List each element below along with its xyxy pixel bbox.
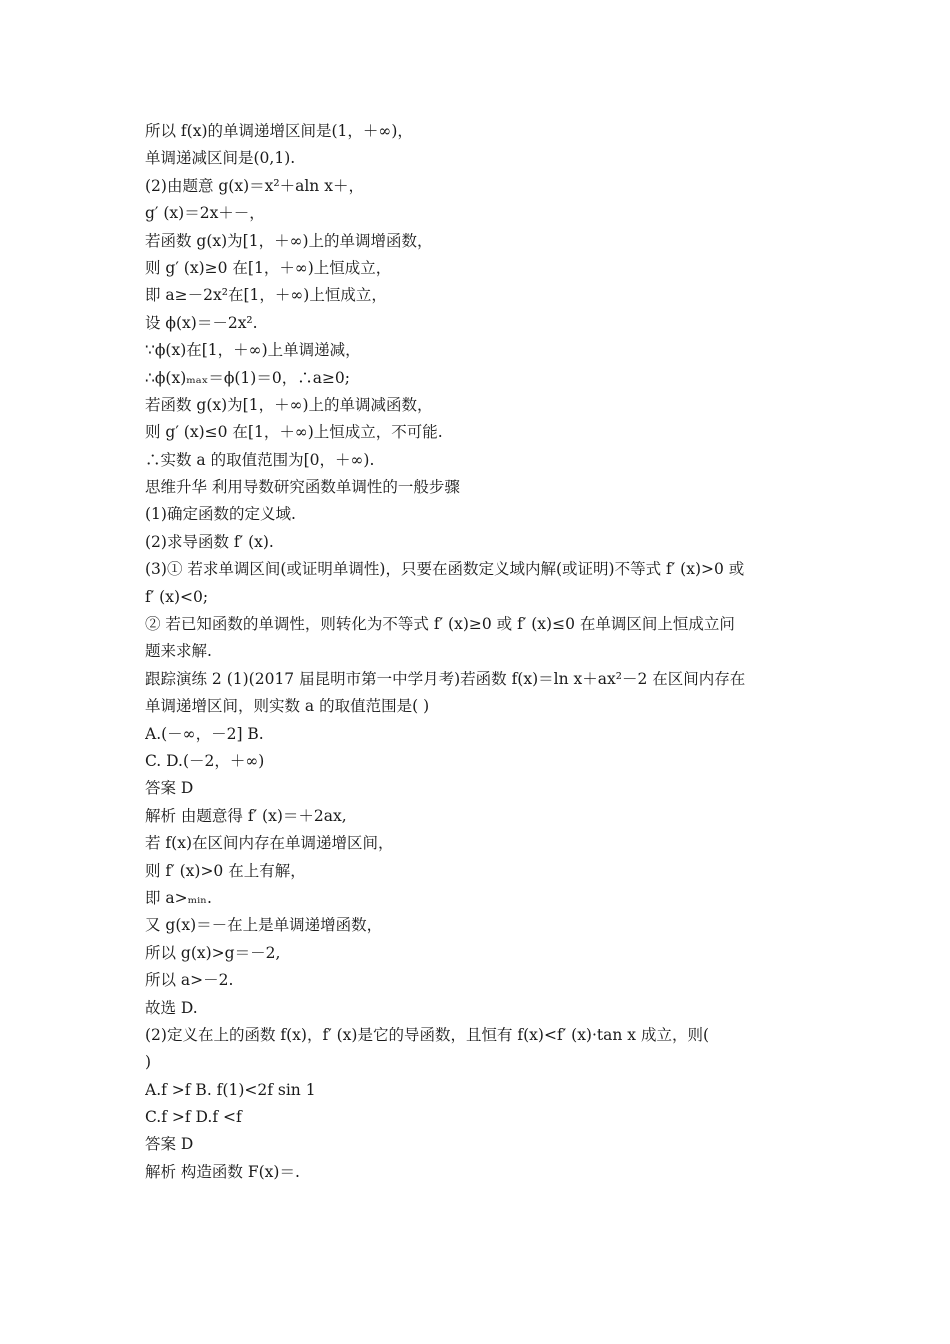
text-line: 则 g′ (x)≥0 在[1，＋∞)上恒成立，	[145, 258, 392, 277]
text-line: 又 g(x)＝－在上是单调递增函数，	[145, 916, 383, 935]
text-line: ∴ϕ(x)ₘₐₓ＝ϕ(1)＝0，∴a≥0;	[145, 368, 351, 387]
text-line: ② 若已知函数的单调性，则转化为不等式 f′ (x)≥0 或 f′ (x)≤0 在单调区间上恒成立问	[145, 615, 735, 634]
text-line: 所以 f(x)的单调递增区间是(1，＋∞)，	[145, 122, 413, 140]
text-line: 即 a>ₘᵢₙ.	[145, 888, 212, 907]
text-line: 单调递增区间，则实数 a 的取值范围是( )	[145, 697, 430, 716]
text-line: )	[145, 1053, 152, 1072]
text-line: g′ (x)＝2x＋－，	[145, 204, 265, 223]
text-line: 若 f(x)在区间内存在单调递增区间，	[145, 834, 394, 853]
choice-line: C.f >f D.f <f	[145, 1108, 242, 1127]
document-page	[145, 118, 815, 1186]
text-line: f′ (x)<0;	[145, 587, 209, 606]
text-line: 所以 g(x)>g＝－2,	[145, 943, 281, 962]
text-line: ∴实数 a 的取值范围为[0，＋∞).	[145, 450, 375, 469]
text-line: 则 g′ (x)≤0 在[1，＋∞)上恒成立，不可能.	[145, 423, 443, 442]
text-line: 故选 D.	[145, 998, 198, 1017]
text-line: ∵ϕ(x)在[1，＋∞)上单调递减，	[145, 341, 361, 360]
text-line: (2)定义在上的函数 f(x)，f′ (x)是它的导函数，且恒有 f(x)<f′ (x)·tan x 成立，则(	[145, 1025, 710, 1044]
answer-line: 答案 D	[145, 1135, 194, 1154]
text-line: 单调递减区间是(0,1).	[145, 149, 296, 168]
text-line: 即 a≥－2x²在[1，＋∞)上恒成立，	[145, 286, 387, 305]
text-line: 题来求解.	[145, 642, 212, 661]
exercise-heading: 跟踪演练 2 (1)(2017 届昆明市第一中学月考)若函数 f(x)＝ln x＋ax²－2 在区间内存在	[145, 669, 746, 688]
text-line: (1)确定函数的定义域.	[145, 505, 296, 524]
text-line: 设 ϕ(x)＝－2x².	[145, 313, 258, 332]
text-line: (3)① 若求单调区间(或证明单调性)，只要在函数定义域内解(或证明)不等式 f′ (x)>0 或	[145, 560, 745, 579]
text-line: 若函数 g(x)为[1，＋∞)上的单调减函数，	[145, 395, 433, 414]
choice-line: A.f >f B. f(1)<2f sin 1	[145, 1080, 316, 1099]
answer-line: 答案 D	[145, 779, 194, 798]
text-line: (2)求导函数 f′ (x).	[145, 532, 274, 551]
text-line: 则 f′ (x)>0 在上有解，	[145, 861, 306, 880]
choice-line: C. D.(－2，＋∞)	[145, 751, 265, 770]
choice-line: A.(－∞，－2] B.	[145, 724, 264, 743]
text-line: (2)由题意 g(x)＝x²＋aln x＋，	[145, 176, 364, 195]
section-heading: 思维升华 利用导数研究函数单调性的一般步骤	[145, 478, 460, 497]
analysis-line: 解析 构造函数 F(x)＝.	[145, 1162, 300, 1181]
text-line: 若函数 g(x)为[1，＋∞)上的单调增函数，	[145, 231, 433, 250]
text-line: 所以 a>－2.	[145, 971, 234, 990]
analysis-line: 解析 由题意得 f′ (x)＝＋2ax,	[145, 806, 347, 825]
